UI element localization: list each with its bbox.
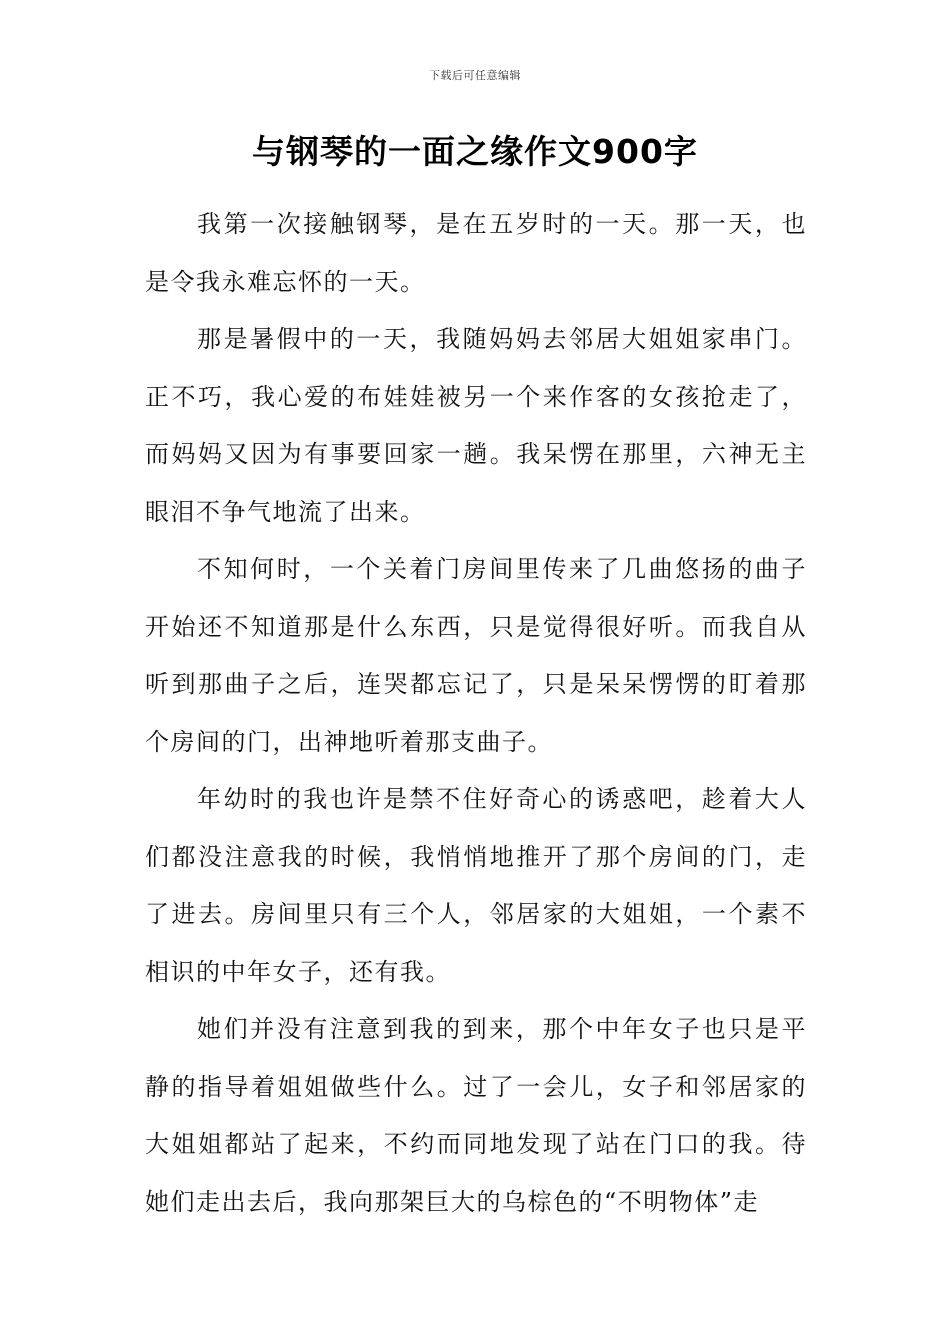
paragraph: 那是暑假中的一天，我随妈妈去邻居大姐姐家串门。正不巧，我心爱的布娃娃被另一个来作客的女孩抢走了，而妈妈又因为有事要回家一趟。我呆愣在那里，六神无主眼泪不争气地流了出来。 bbox=[145, 325, 807, 526]
document-title: 与钢琴的一面之缘作文900字 bbox=[252, 132, 698, 171]
paragraph: 我第一次接触钢琴，是在五岁时的一天。那一天，也是令我永难忘怀的一天。 bbox=[145, 210, 807, 296]
paragraph: 不知何时，一个关着门房间里传来了几曲悠扬的曲子开始还不知道那是什么东西，只是觉得很好听。而我自从听到那曲子之后，连哭都忘记了，只是呆呆愣愣的盯着那个房间的门，出神地听着那支曲子。 bbox=[145, 555, 807, 756]
paragraph: 她们并没有注意到我的到来，那个中年女子也只是平静的指导着姐姐做些什么。过了一会儿，女子和邻居家的大姐姐都站了起来，不约而同地发现了站在门口的我。待她们走出去后，我向那架巨大的乌棕色的“不明物体”走 bbox=[145, 1015, 807, 1216]
header-note: 下载后可任意编辑 bbox=[429, 69, 521, 82]
paragraph: 年幼时的我也许是禁不住好奇心的诱惑吧，趁着大人们都没注意我的时候，我悄悄地推开了那个房间的门，走了进去。房间里只有三个人，邻居家的大姐姐，一个素不相识的中年女子，还有我。 bbox=[145, 785, 807, 986]
document-body bbox=[145, 196, 807, 1231]
